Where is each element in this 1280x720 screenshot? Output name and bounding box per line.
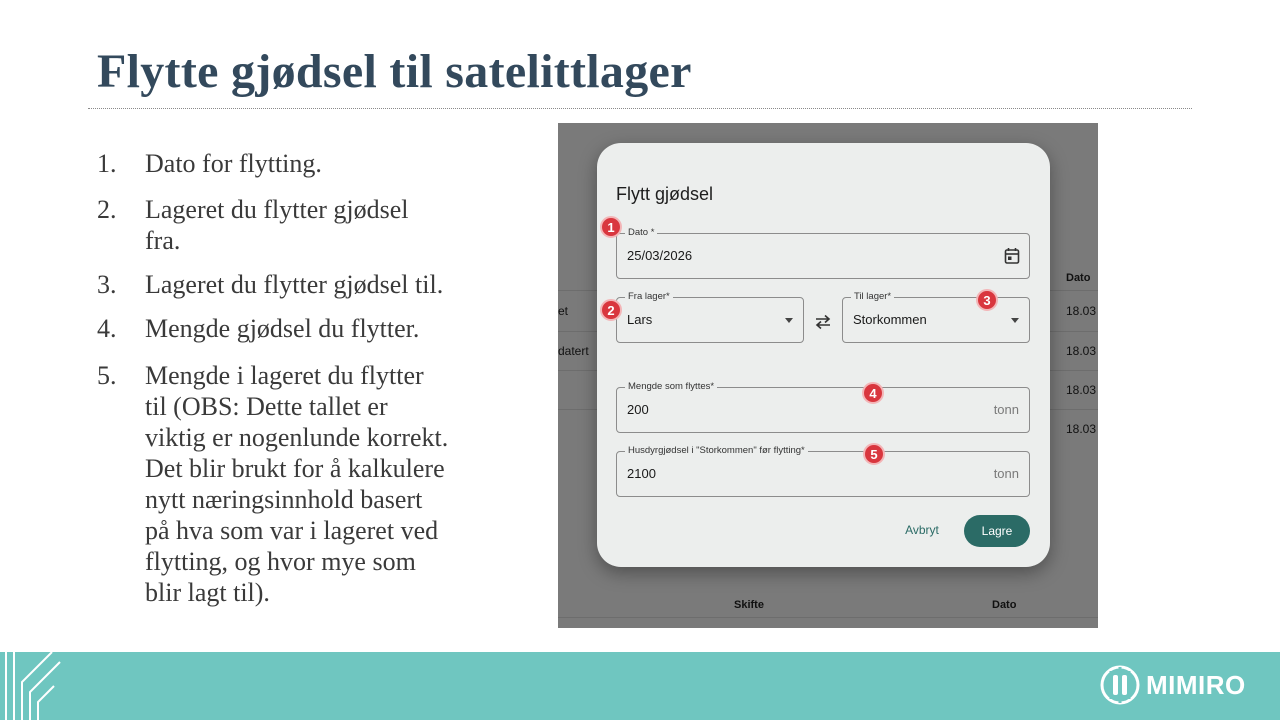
- to-storage-label: Til lager*: [851, 291, 894, 302]
- chevron-down-icon: [1011, 318, 1019, 323]
- step-number: 4.: [97, 314, 117, 343]
- step-text-line: nytt næringsinnhold basert: [145, 485, 423, 514]
- amount-unit: tonn: [993, 402, 1019, 417]
- circuit-decoration-icon: [0, 652, 70, 720]
- step-text-line: på hva som var i lageret ved: [145, 516, 439, 545]
- step-item-5: [97, 360, 517, 608]
- table-cell: datert: [558, 344, 589, 358]
- step-badge-3: 3: [976, 289, 998, 311]
- step-item-4: [97, 313, 517, 344]
- calendar-icon[interactable]: [1004, 247, 1020, 265]
- brand-name: MIMIRO: [1146, 670, 1246, 700]
- from-storage-value: Lars: [627, 312, 653, 327]
- target-storage-amount-value: 2100: [627, 466, 656, 481]
- table-cell-date: 18.03: [1066, 383, 1097, 397]
- app-screenshot: [558, 123, 1098, 628]
- step-number: 3.: [97, 270, 117, 299]
- step-text-line: Mengde i lageret du flytter: [145, 361, 424, 390]
- step-badge-5: 5: [863, 443, 885, 465]
- from-storage-select[interactable]: [616, 291, 804, 343]
- steps-list: [97, 148, 517, 608]
- step-text: Mengde gjødsel du flytter.: [145, 314, 420, 343]
- step-item-2: [97, 194, 517, 256]
- date-field-label: Dato *: [625, 227, 657, 238]
- table-divider: [558, 617, 1098, 618]
- move-manure-dialog: [597, 143, 1050, 567]
- date-field[interactable]: [616, 227, 1030, 279]
- step-number: 5.: [97, 361, 117, 390]
- amount-field-value: 200: [627, 402, 649, 417]
- save-button[interactable]: Lagre: [964, 515, 1030, 547]
- step-item-1: [97, 148, 517, 179]
- cancel-button[interactable]: Avbryt: [897, 515, 947, 545]
- slide-title: Flytte gjødsel til satelittlager: [97, 45, 692, 98]
- table-header-dato: Dato: [1066, 272, 1091, 284]
- step-badge-4: 4: [862, 382, 884, 404]
- table-cell-date: 18.03: [1066, 422, 1097, 436]
- step-text-line: Det blir brukt for å kalkulere: [145, 454, 445, 483]
- step-text-line: fra.: [145, 226, 181, 255]
- from-storage-label: Fra lager*: [625, 291, 673, 302]
- target-storage-amount-unit: tonn: [993, 466, 1019, 481]
- to-storage-value: Storkommen: [853, 312, 927, 327]
- dialog-title: Flytt gjødsel: [616, 184, 714, 204]
- step-text-line: viktig er nogenlunde korrekt.: [145, 423, 449, 452]
- table-cell: et: [558, 304, 569, 318]
- step-badge-2: 2: [600, 299, 622, 321]
- table-header-dato: Dato: [992, 599, 1017, 611]
- swap-icon[interactable]: [813, 313, 833, 331]
- step-number: 1.: [97, 149, 117, 178]
- table-header-skifte: Skifte: [734, 599, 764, 611]
- step-text-line: flytting, og hvor mye som: [145, 547, 416, 576]
- mimiro-logo-icon: [1100, 665, 1140, 705]
- step-item-3: [97, 269, 517, 300]
- step-text: Dato for flytting.: [145, 149, 322, 178]
- to-storage-select[interactable]: [842, 291, 1030, 343]
- target-storage-amount-label: Husdyrgjødsel i "Storkommen" før flytting*: [625, 445, 808, 456]
- table-cell-date: 18.03: [1066, 344, 1097, 358]
- amount-field-label: Mengde som flyttes*: [625, 381, 717, 392]
- step-text-line: til (OBS: Dette tallet er: [145, 392, 388, 421]
- target-storage-amount-field[interactable]: [616, 445, 1030, 497]
- chevron-down-icon: [785, 318, 793, 323]
- date-field-value: 25/03/2026: [627, 248, 693, 263]
- step-badge-1: 1: [600, 216, 622, 238]
- step-text-line: Lageret du flytter gjødsel: [145, 195, 409, 224]
- footer-band: [0, 652, 1280, 720]
- step-number: 2.: [97, 195, 117, 224]
- amount-field[interactable]: [616, 381, 1030, 433]
- step-text: Lageret du flytter gjødsel til.: [145, 270, 444, 299]
- table-cell-date: 18.03: [1066, 304, 1097, 318]
- title-divider: [88, 108, 1192, 109]
- step-text-line: blir lagt til).: [145, 578, 270, 607]
